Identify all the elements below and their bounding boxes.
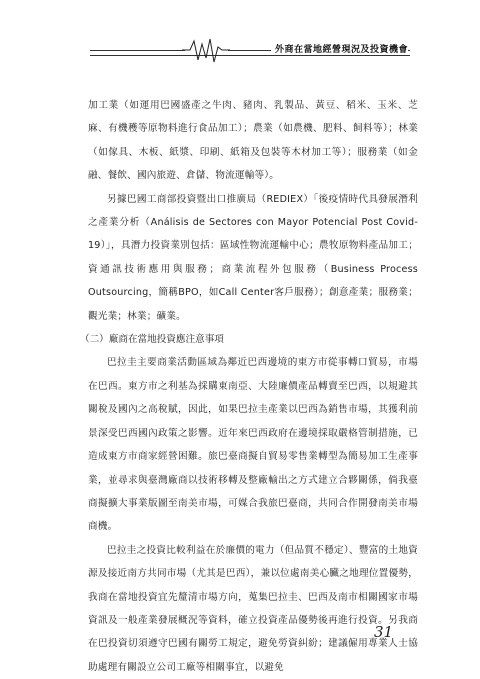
heartbeat-line-icon <box>182 38 230 64</box>
paragraph-industries: 加工業（如運用巴國盛產之牛肉、豬肉、乳製品、黃豆、稻米、玉米、芝麻、有機穫等原物料進行食品加工）；農業（如農機、肥料、飼料等）；林業（如傢具、木板、紙漿、印刷、紙箱及包裝等木材加工等）；服務業（如金融、餐飲、國內旅遊、倉儲、物流運輸等）。 <box>88 100 418 182</box>
running-header <box>90 38 410 66</box>
page-number: 31 <box>374 623 394 641</box>
paragraph-market: 巴拉圭主要商業活動區域為鄰近巴西邊境的東方市從事轉口貿易，市場在巴西。東方市之利基為採購東南亞、大陸廉價產品轉賣至巴西，以規避其關稅及國內之高稅賦，因此，如果巴拉圭產業以巴西為銷售市場，其獲利前景深受巴西國內政策之影響。近年來巴西政府在邊境採取嚴格管制措施，已造成東方市商家經營困難。旅巴臺商擬自貿易零售業轉型為簡易加工生產事業，並尋求與臺灣廠商以技術移轉及整廠輸出之方式建立合夥關係，倘我臺商擬擴大事業版圖至南美市場，可媒合我旅巴臺商，共同合作開發南美市場商機。 <box>88 357 418 533</box>
header-rule-left <box>90 50 185 51</box>
header-title: 外商在當地經營現況及投資機會 <box>271 42 408 55</box>
header-rule-bottom <box>90 55 410 56</box>
paragraph-advantages: 巴拉圭之投資比較利益在於廉價的電力（但品質不穩定）、豐富的土地資源及接近南方共同市場（尤其是巴西），兼以位處南美心臟之地理位置優勢，我商在當地投資宜先釐清市場方向，蒐集巴拉圭、巴西及南市相關國家市場資訊及一般產業發展概況等資料，確立投資產品優勢後再進行投資。另我商在巴投資切須遵守巴國有關勞工規定，避免勞資糾紛；建議僱用專業人士協助處理有關設立公司工廠等相關事宜，以避免 <box>88 544 418 673</box>
section-heading: （二）廠商在當地投資應注意事項 <box>80 334 224 346</box>
page-body <box>80 94 418 679</box>
paragraph-rediex: 另據巴國工商部投資暨出口推廣局（REDIEX）「後疫情時代具發展潛利之產業分析（Análisis de Sectores con Mayor Potencial Post Covid-19）」，具潛力投資業別包括：區域性物流運輸中心；農牧原物料產品加工；資通訊技術應用與服務；商業流程外包服務（Business Process Outsourcing，簡稱BPO，如Call Center客戶服務）；創意產業；服務業；觀光業；林業；礦業。 <box>88 193 418 322</box>
